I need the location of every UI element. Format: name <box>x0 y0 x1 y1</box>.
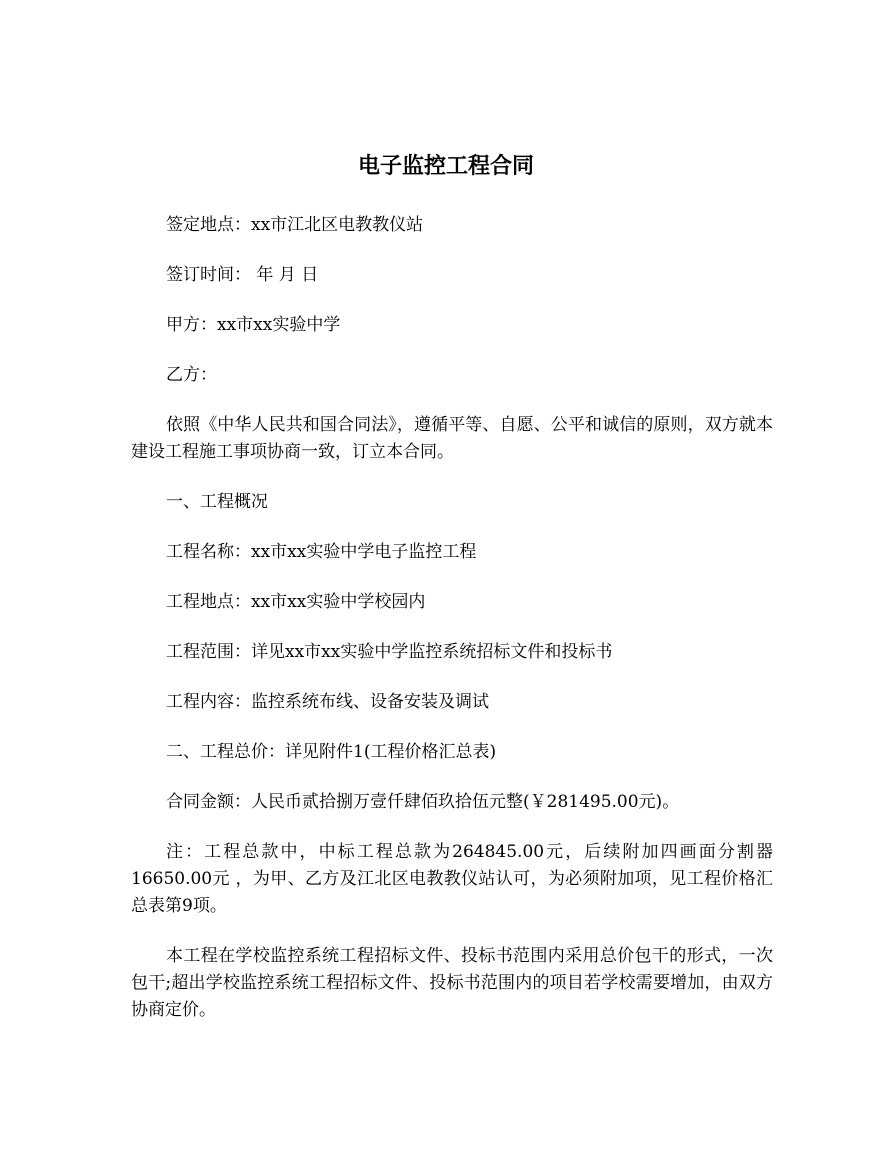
party-a: 甲方：xx市xx实验中学 <box>166 315 341 335</box>
signing-date: 签订时间： 年 月 日 <box>166 265 319 285</box>
note-paragraph: 注：工程总款中，中标工程总款为264845.00元，后续附加四画面分割器16650.00元 ，为甲、乙方及江北区电教教仪站认可，为必须附加项，见工程价格汇总表第9项。 <box>131 842 773 916</box>
party-b: 乙方： <box>166 365 217 385</box>
project-name: 工程名称：xx市xx实验中学电子监控工程 <box>166 542 477 562</box>
document-title: 电子监控工程合同 <box>357 154 534 179</box>
project-location: 工程地点：xx市xx实验中学校园内 <box>166 592 426 612</box>
lump-sum-paragraph: 本工程在学校监控系统工程招标文件、投标书范围内采用总价包干的形式，一次包干;超出学校监控系统工程招标文件、投标书范围内的项目若学校需要增加，由双方协商定价。 <box>131 946 773 1020</box>
signing-place: 签定地点：xx市江北区电教教仪站 <box>166 215 424 235</box>
project-scope: 工程范围：详见xx市xx实验中学监控系统招标文件和投标书 <box>166 642 613 662</box>
contract-amount: 合同金额：人民币贰拾捌万壹仟肆佰玖拾伍元整(￥281495.00元)。 <box>166 792 680 812</box>
document-body <box>131 212 773 1047</box>
section-heading-total-price: 二、工程总价：详见附件1(工程价格汇总表) <box>166 742 497 762</box>
section-heading-overview: 一、工程概况 <box>166 492 268 512</box>
project-content: 工程内容：监控系统布线、设备安装及调试 <box>166 692 489 712</box>
preamble-paragraph: 依照《中华人民共和国合同法》，遵循平等、自愿、公平和诚信的原则，双方就本建设工程施工事项协商一致，订立本合同。 <box>131 415 773 462</box>
